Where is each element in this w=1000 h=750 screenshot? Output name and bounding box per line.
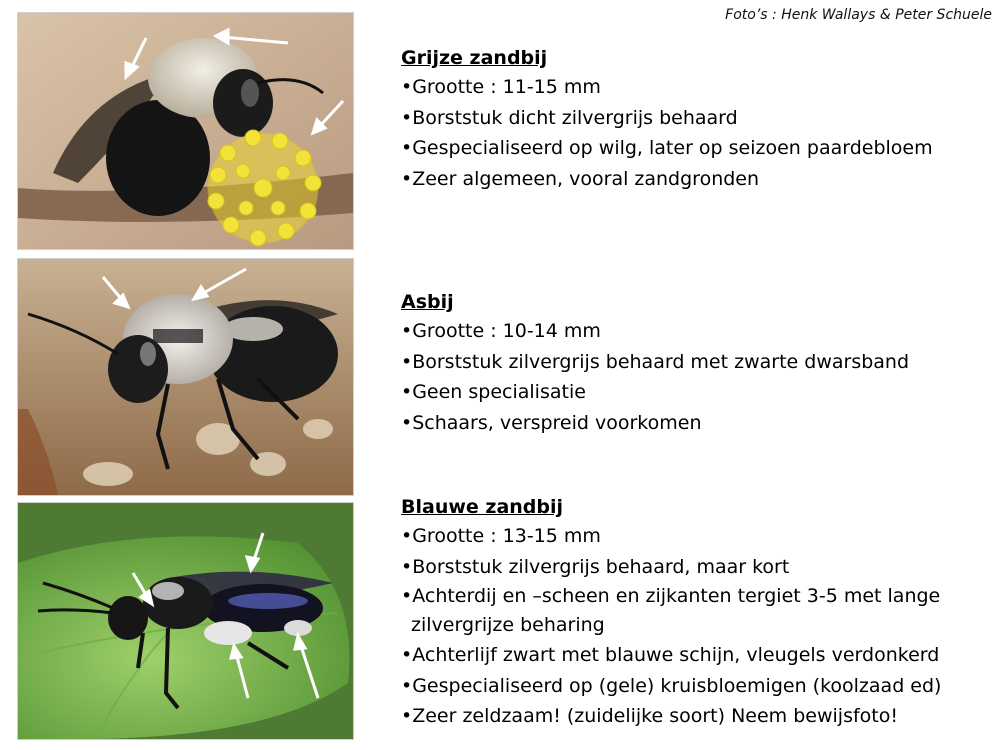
- photo-blauwe-zandbij: [17, 502, 354, 740]
- fact-list: [401, 72, 996, 194]
- fact-item: •Gespecialiseerd op (gele) kruisbloemigen (koolzaad ed): [401, 674, 942, 697]
- fact-item: •Grootte : 13-15 mm: [401, 525, 601, 547]
- photo-credit: Foto’s : Henk Wallays & Peter Schuele: [725, 7, 992, 23]
- fact-item: •Zeer algemeen, vooral zandgronden: [401, 167, 760, 190]
- fact-item: •Geen specialisatie: [401, 381, 586, 403]
- fact-list: [401, 316, 996, 438]
- section-title: Asbij: [401, 291, 454, 313]
- photo-grijze-zandbij: [17, 12, 354, 250]
- bee-on-catkin-image: [18, 13, 353, 249]
- bee-on-leaf-image: [18, 503, 353, 739]
- fact-item: •Borststuk zilvergrijs behaard, maar kort: [401, 555, 790, 578]
- fact-item: •Schaars, verspreid voorkomen: [401, 411, 702, 434]
- fact-item: •Zeer zeldzaam! (zuidelijke soort) Neem bewijsfoto!: [401, 705, 898, 727]
- fact-item: •Borststuk dicht zilvergrijs behaard: [401, 106, 738, 129]
- fact-item: •Achterdij en –scheen en zijkanten tergiet 3-5 met lange zilvergrijze beharing: [401, 585, 941, 636]
- bee-on-ground-image: [18, 259, 353, 495]
- section-blauwe-zandbij: [401, 493, 996, 732]
- section-title: Blauwe zandbij: [401, 496, 564, 518]
- fact-item: •Borststuk zilvergrijs behaard met zwarte dwarsband: [401, 350, 910, 373]
- section-grijze-zandbij: [401, 44, 996, 194]
- fact-item: •Achterlijf zwart met blauwe schijn, vleugels verdonkerd: [401, 644, 940, 666]
- fact-item: •Grootte : 11-15 mm: [401, 76, 601, 98]
- section-title: Grijze zandbij: [401, 47, 548, 69]
- fact-list: [401, 521, 996, 732]
- section-asbij: [401, 288, 996, 438]
- fact-item: •Grootte : 10-14 mm: [401, 320, 601, 342]
- fact-item: •Gespecialiseerd op wilg, later op seizoen paardebloem: [401, 137, 933, 159]
- photo-asbij: [17, 258, 354, 496]
